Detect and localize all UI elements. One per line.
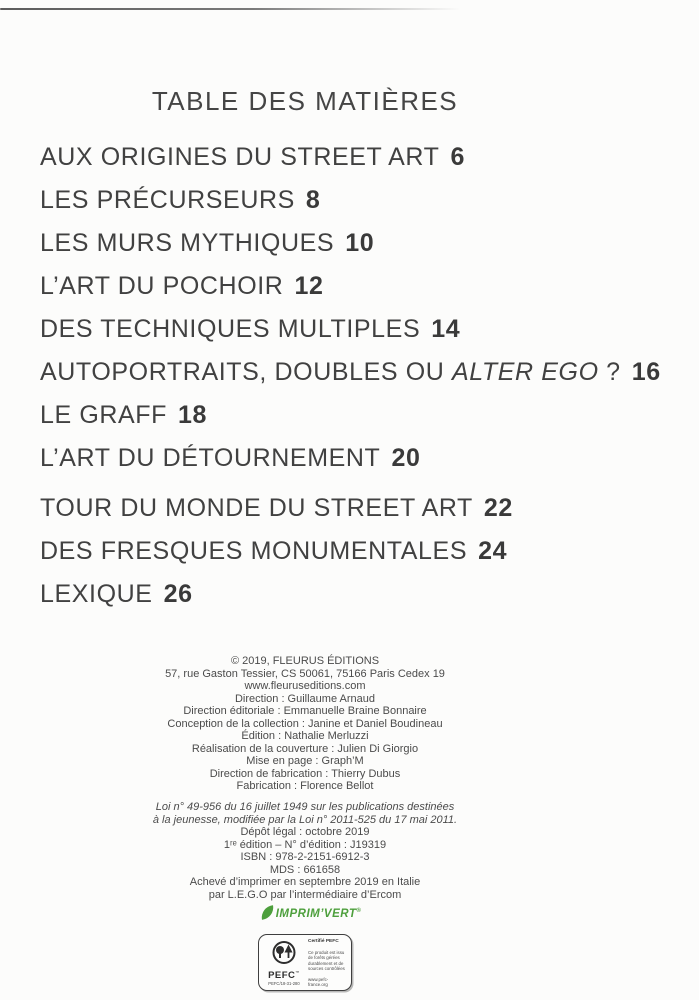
toc-entry-label xyxy=(40,186,295,214)
toc-entry-page-number: 20 xyxy=(391,444,421,472)
toc-entry-pre: DES TECHNIQUES MULTIPLES xyxy=(40,315,421,343)
trademark-mark: ™ xyxy=(295,969,300,975)
toc-entry-page-number: 12 xyxy=(294,272,324,300)
legal-line: Loi n° 49-956 du 16 juillet 1949 sur les publications destinées xyxy=(155,801,455,813)
toc-entry-page-number: 16 xyxy=(631,358,661,386)
colophon-block xyxy=(0,655,610,793)
toc-entry-label xyxy=(40,580,153,608)
legal-line: 1ʳᵉ édition – N° d’édition : J19319 xyxy=(223,838,387,851)
toc-entry xyxy=(40,394,680,437)
toc-entry xyxy=(40,437,680,480)
toc-entry xyxy=(40,265,680,308)
page-title: TABLE DES MATIÈRES xyxy=(151,86,459,117)
toc-entry-pre: AUX ORIGINES DU STREET ART xyxy=(40,143,440,171)
pefc-certification-label xyxy=(258,934,352,991)
toc-entry-pre: TOUR DU MONDE DU STREET ART xyxy=(40,494,473,522)
pefc-url: www.pefc-france.org xyxy=(308,977,329,987)
toc-entry xyxy=(40,179,680,222)
toc-entry-page-number: 22 xyxy=(483,494,513,522)
toc-entry xyxy=(40,222,680,265)
toc-entry xyxy=(40,573,680,616)
colophon-line: Édition : Nathalie Merluzzi xyxy=(241,730,369,742)
toc-entry-page-number: 6 xyxy=(450,143,465,171)
toc-entry-pre: LES MURS MYTHIQUES xyxy=(40,229,335,257)
toc-entry-label xyxy=(40,537,467,565)
colophon-line: Fabrication : Florence Bellot xyxy=(236,780,374,792)
legal-block xyxy=(0,801,610,901)
toc-entry-page-number: 24 xyxy=(478,537,508,565)
toc-entry-pre: L’ART DU DÉTOURNEMENT xyxy=(40,444,381,472)
legal-line: MDS : 661658 xyxy=(269,863,341,876)
pefc-logo-column xyxy=(265,939,303,987)
toc-entry-pre: LES PRÉCURSEURS xyxy=(40,186,295,214)
toc-entry-pre: DES FRESQUES MONUMENTALES xyxy=(40,537,468,565)
colophon-line: © 2019, FLEURUS ÉDITIONS xyxy=(230,655,380,667)
legal-line: Dépôt légal : octobre 2019 xyxy=(240,826,370,838)
toc-entry-pre: L’ART DU POCHOIR xyxy=(40,272,284,300)
legal-line: à la jeunesse, modifiée par la Loi n° 2011-525 du 17 mai 2011. xyxy=(152,813,458,826)
toc-entry-pre: AUTOPORTRAITS, DOUBLES OU xyxy=(40,358,452,386)
legal-line: Achevé d’imprimer en septembre 2019 en Italie xyxy=(189,876,421,888)
legal-line: par L.E.G.O par l’intermédiaire d’Ercom xyxy=(208,888,402,901)
colophon-line: Réalisation de la couverture : Julien Di Giorgio xyxy=(191,742,419,755)
colophon-line: www.fleuruseditions.com xyxy=(244,680,366,692)
toc-entry-label xyxy=(40,315,420,343)
toc-entry xyxy=(40,530,680,573)
toc-entry-page-number: 8 xyxy=(305,186,321,214)
colophon-line: Direction de fabrication : Thierry Dubus xyxy=(209,767,401,780)
scan-artifact-line xyxy=(0,8,460,10)
pefc-license-code: PEFC/18-31-280 xyxy=(268,981,300,987)
toc-entry-page-number: 26 xyxy=(163,580,193,608)
toc-entry xyxy=(40,487,680,530)
toc-entry-post: ? xyxy=(598,358,621,386)
toc-entry xyxy=(40,136,680,179)
pefc-trees-icon xyxy=(269,940,299,968)
toc-entry-label xyxy=(40,494,473,522)
leaf-icon xyxy=(260,905,275,920)
colophon-line: Conception de la collection : Janine et Daniel Boudineau xyxy=(167,717,443,730)
imprimvert-logo xyxy=(0,903,622,925)
pefc-text-column xyxy=(303,939,346,987)
colophon-line: Direction éditoriale : Emmanuelle Braine Bonnaire xyxy=(183,705,427,717)
toc-entry-label xyxy=(40,272,283,300)
colophon-line: 57, rue Gaston Tessier, CS 50061, 75166 Paris Cedex 19 xyxy=(165,667,445,680)
toc-entry-page-number: 14 xyxy=(431,315,461,343)
toc-entry-label xyxy=(40,444,380,472)
legal-line: ISBN : 978-2-2151-6912-3 xyxy=(240,851,370,863)
toc-entry xyxy=(40,351,680,394)
toc-entry xyxy=(40,308,680,351)
toc-entry-pre: LE GRAFF xyxy=(40,401,168,429)
toc-list xyxy=(40,136,680,616)
toc-entry-italic: ALTER EGO xyxy=(451,358,599,386)
toc-entry-label xyxy=(40,401,167,429)
imprimvert-label: IMPRIM’VERT® xyxy=(275,908,362,920)
pefc-certified-label: Certifié PEFC xyxy=(308,939,339,944)
toc-entry-label xyxy=(40,143,439,171)
toc-entry-page-number: 10 xyxy=(345,229,375,257)
toc-entry-pre: LEXIQUE xyxy=(40,580,153,608)
pefc-description: Ce produit est issu de forêts gérées durablement et de sources contrôlées xyxy=(308,949,345,971)
toc-entry-label xyxy=(40,358,621,386)
colophon-line: Mise en page : Graph’M xyxy=(246,755,364,767)
colophon-line: Direction : Guillaume Arnaud xyxy=(234,692,375,705)
pefc-wordmark: PEFC™ xyxy=(268,969,300,982)
toc-entry-label xyxy=(40,229,334,257)
toc-entry-page-number: 18 xyxy=(178,401,208,429)
registered-mark: ® xyxy=(356,908,362,915)
